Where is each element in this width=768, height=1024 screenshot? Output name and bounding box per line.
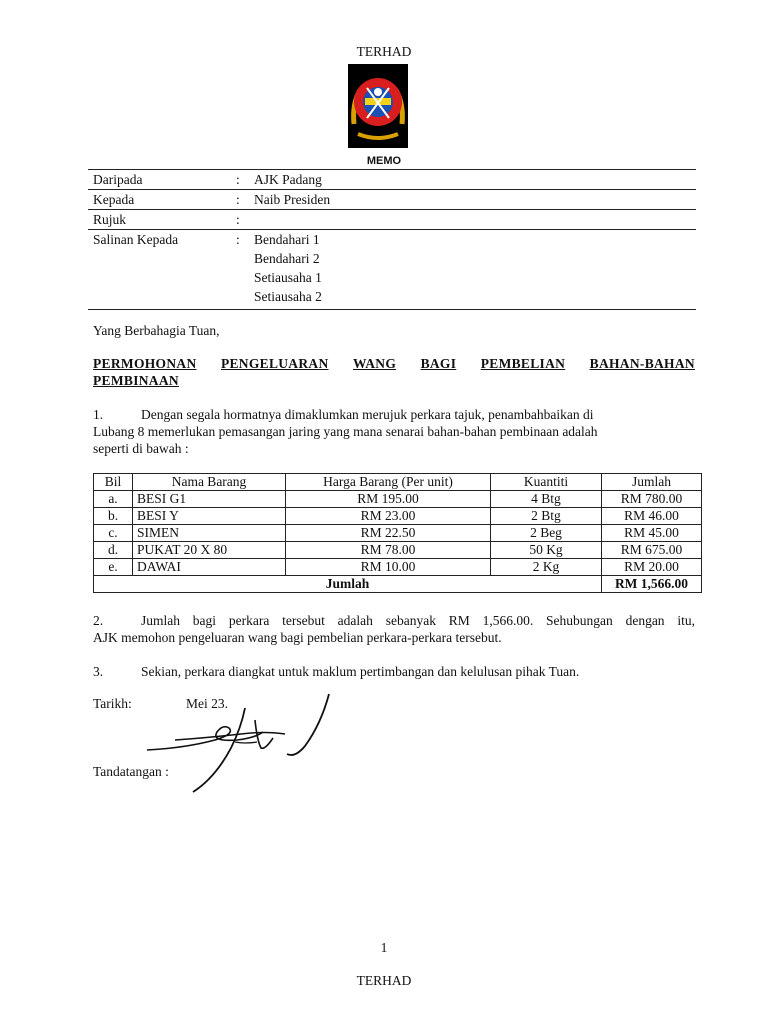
cell-jumlah: RM 46.00 bbox=[602, 508, 702, 525]
salutation: Yang Berbahagia Tuan, bbox=[93, 323, 220, 338]
header-colon: : bbox=[231, 170, 250, 190]
table-header-row bbox=[94, 474, 702, 491]
cc-item: Setiausaha 1 bbox=[254, 270, 322, 285]
paragraph-1 bbox=[93, 406, 695, 457]
paragraph-number: 3. bbox=[93, 664, 104, 679]
paragraph-text: Dengan segala hormatnya dimaklumkan merujuk perkara tajuk, penambahbaikan di bbox=[141, 407, 594, 422]
cell-jumlah: RM 45.00 bbox=[602, 525, 702, 542]
cc-item: Bendahari 2 bbox=[254, 251, 320, 266]
memo-header bbox=[88, 169, 696, 310]
cell-nama: PUKAT 20 X 80 bbox=[133, 542, 286, 559]
paragraph-text: Jumlah bagi perkara tersebut adalah sebanyak RM 1,566.00. Sehubungan dengan itu, bbox=[141, 613, 695, 628]
cell-harga: RM 22.50 bbox=[286, 525, 491, 542]
header-colon: : bbox=[231, 190, 250, 210]
paragraph-number: 2. bbox=[93, 613, 104, 628]
total-label: Jumlah bbox=[94, 576, 602, 593]
subject-word: BAGI bbox=[420, 356, 457, 371]
club-logo bbox=[348, 64, 408, 148]
paragraph-2 bbox=[93, 612, 695, 646]
header-value: AJK Padang bbox=[250, 170, 696, 190]
column-header: Nama Barang bbox=[133, 474, 286, 491]
column-header: Bil bbox=[94, 474, 133, 491]
table-row bbox=[94, 559, 702, 576]
cell-bil: a. bbox=[94, 491, 133, 508]
table-total-row bbox=[94, 576, 702, 593]
header-value-list bbox=[250, 230, 696, 310]
date-label: Tarikh: bbox=[93, 696, 132, 711]
table-row bbox=[94, 508, 702, 525]
cc-item: Bendahari 1 bbox=[254, 232, 320, 247]
subject-word: BAHAN-BAHAN bbox=[589, 356, 695, 371]
cell-harga: RM 78.00 bbox=[286, 542, 491, 559]
total-value: RM 1,566.00 bbox=[602, 576, 702, 593]
header-colon: : bbox=[231, 210, 250, 230]
subject-line-2: PEMBINAAN bbox=[93, 373, 179, 388]
header-key: Rujuk bbox=[88, 210, 231, 230]
signature-label: Tandatangan : bbox=[93, 764, 169, 779]
column-header: Jumlah bbox=[602, 474, 702, 491]
subject-word: PENGELUARAN bbox=[220, 356, 329, 371]
cc-item: Setiausaha 2 bbox=[254, 289, 322, 304]
column-header: Kuantiti bbox=[491, 474, 602, 491]
cell-bil: e. bbox=[94, 559, 133, 576]
cell-kuantiti: 50 Kg bbox=[491, 542, 602, 559]
subject-line-1 bbox=[93, 355, 695, 372]
cell-bil: b. bbox=[94, 508, 133, 525]
signature-image bbox=[145, 688, 345, 800]
paragraph-3 bbox=[93, 663, 695, 680]
header-value bbox=[250, 210, 696, 230]
header-key: Daripada bbox=[88, 170, 231, 190]
cell-kuantiti: 4 Btg bbox=[491, 491, 602, 508]
cell-kuantiti: 2 Kg bbox=[491, 559, 602, 576]
subject-word: WANG bbox=[352, 356, 397, 371]
paragraph-text: Lubang 8 memerlukan pemasangan jaring yang mana senarai bahan-bahan pembinaan adalah bbox=[93, 424, 598, 439]
cell-harga: RM 195.00 bbox=[286, 491, 491, 508]
cell-jumlah: RM 780.00 bbox=[602, 491, 702, 508]
cell-kuantiti: 2 Btg bbox=[491, 508, 602, 525]
header-row-rujuk bbox=[88, 210, 696, 230]
classification-top: TERHAD bbox=[356, 44, 412, 59]
cell-nama: BESI G1 bbox=[133, 491, 286, 508]
header-row-daripada bbox=[88, 170, 696, 190]
header-key: Kepada bbox=[88, 190, 231, 210]
header-row-kepada bbox=[88, 190, 696, 210]
paragraph-text: AJK memohon pengeluaran wang bagi pembelian perkara-perkara tersebut. bbox=[93, 630, 502, 645]
cell-jumlah: RM 675.00 bbox=[602, 542, 702, 559]
cell-harga: RM 23.00 bbox=[286, 508, 491, 525]
classification-bottom: TERHAD bbox=[356, 973, 412, 988]
subject-word: PERMOHONAN bbox=[93, 356, 197, 371]
paragraph-number: 1. bbox=[93, 407, 104, 422]
cell-nama: BESI Y bbox=[133, 508, 286, 525]
memo-title: MEMO bbox=[366, 155, 402, 167]
subject-word: PEMBELIAN bbox=[480, 356, 566, 371]
table-row bbox=[94, 525, 702, 542]
table-row bbox=[94, 491, 702, 508]
cell-bil: d. bbox=[94, 542, 133, 559]
cell-bil: c. bbox=[94, 525, 133, 542]
table-row bbox=[94, 542, 702, 559]
cell-jumlah: RM 20.00 bbox=[602, 559, 702, 576]
cell-harga: RM 10.00 bbox=[286, 559, 491, 576]
paragraph-text: Sekian, perkara diangkat untuk maklum pertimbangan dan kelulusan pihak Tuan. bbox=[141, 664, 580, 679]
paragraph-text: seperti di bawah : bbox=[93, 441, 189, 456]
column-header: Harga Barang (Per unit) bbox=[286, 474, 491, 491]
paragraph-line bbox=[93, 612, 695, 629]
cell-nama: DAWAI bbox=[133, 559, 286, 576]
cell-nama: SIMEN bbox=[133, 525, 286, 542]
header-row-salinan bbox=[88, 230, 696, 310]
items-table bbox=[93, 473, 702, 593]
header-key: Salinan Kepada bbox=[88, 230, 231, 310]
page-number: 1 bbox=[380, 940, 388, 955]
subject-heading bbox=[93, 355, 695, 389]
cell-kuantiti: 2 Beg bbox=[491, 525, 602, 542]
header-colon: : bbox=[231, 230, 250, 310]
header-value: Naib Presiden bbox=[250, 190, 696, 210]
date-value: Mei 23. bbox=[186, 696, 228, 711]
